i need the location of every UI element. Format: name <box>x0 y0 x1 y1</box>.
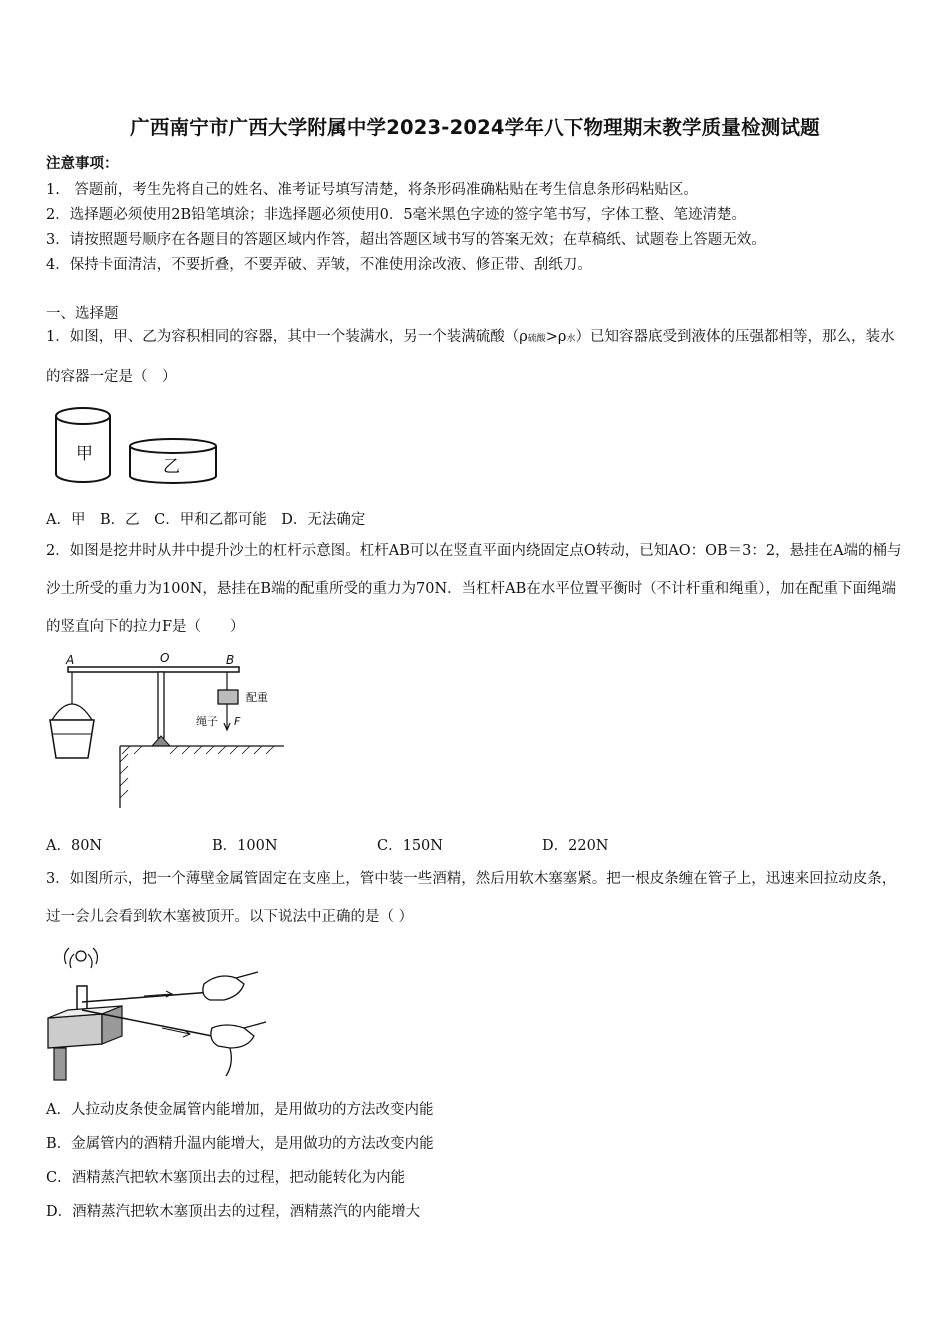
pivot-base <box>152 736 170 746</box>
option-c: C．150N <box>377 838 443 854</box>
question-2-text: 2．如图是挖井时从井中提升沙土的杠杆示意图。杠杆AB可以在竖直平面内绕固定点O转动，已知AO：OB＝3：2，悬挂在A端的桶与沙土所受的重力为100N，悬挂在B端的配重所受的重力为70N．当杠杆AB在水平位置平衡时（不计杆重和绳重），加在配重下面绳端的竖直向下的拉力F是（ ） <box>46 543 902 635</box>
counterweight <box>218 690 238 704</box>
notice-item: 1. 答题前，考生先将自己的姓名、准考证号填写清楚，将条形码准确粘贴在考生信息条形码粘贴区。 <box>46 182 698 198</box>
support-post <box>158 672 164 738</box>
label-force: F <box>234 715 241 728</box>
notice-item: 3．请按照题号顺序在各题目的答题区域内作答，超出答题区域书写的答案无效；在草稿纸、试题卷上答题无效。 <box>46 232 766 248</box>
clamp-block <box>48 1014 102 1048</box>
label-jia: 甲 <box>76 444 93 464</box>
stand-leg <box>54 1048 66 1080</box>
sand-mound <box>52 704 92 720</box>
label-o: O <box>160 651 170 665</box>
section-heading: 一、选择题 <box>46 306 119 322</box>
option-a: A．80N <box>46 838 103 854</box>
strap-top <box>82 992 212 1002</box>
question-3-option-b: B．金属管内的酒精升温内能增大，是用做功的方法改变内能 <box>46 1136 434 1152</box>
question-2-figure <box>44 650 289 810</box>
question-3-text: 3．如图所示，把一个薄壁金属管固定在支座上，管中装一些酒精，然后用软木塞塞紧。把一根皮条缠在管子上，迅速来回拉动皮条，过一会儿会看到软木塞被顶开。以下说法中正确的是（ ） <box>46 871 897 925</box>
lever-bar <box>68 667 239 672</box>
label-rope: 绳子 <box>196 715 218 728</box>
label-a: A <box>66 653 75 667</box>
question-3-figure <box>44 944 269 1082</box>
option-d: D．220N <box>542 838 609 854</box>
hand-top <box>203 976 244 1000</box>
page-title: 广西南宁市广西大学附属中学2023-2024学年八下物理期末教学质量检测试题 <box>130 116 820 139</box>
label-weight: 配重 <box>246 691 268 704</box>
notice-item: 4．保持卡面清洁，不要折叠，不要弄破、弄皱，不准使用涂改液、修正带、刮纸刀。 <box>46 257 592 273</box>
question-3-option-c: C．酒精蒸汽把软木塞顶出去的过程，把动能转化为内能 <box>46 1170 406 1186</box>
option-b: B．100N <box>212 838 278 854</box>
question-1-options: A．甲 B．乙 C．甲和乙都可能 D．无法确定 <box>46 512 366 528</box>
notice-item: 2．选择题必须使用2B铅笔填涂；非选择题必须使用0．5毫米黑色字迹的签字笔书写，字体工整、笔迹清楚。 <box>46 207 747 223</box>
question-3-option-d: D．酒精蒸汽把软木塞顶出去的过程，酒精蒸汽的内能增大 <box>46 1204 421 1220</box>
notice-heading: 注意事项： <box>46 155 119 172</box>
hand-bottom <box>211 1025 254 1048</box>
cork <box>76 951 86 961</box>
question-1-figure <box>48 404 223 489</box>
bucket <box>50 720 94 758</box>
label-yi: 乙 <box>163 457 180 477</box>
label-b: B <box>226 653 235 667</box>
question-3-option-a: A．人拉动皮条使金属管内能增加，是用做功的方法改变内能 <box>46 1102 434 1118</box>
question-1-text: 1．如图，甲、乙为容积相同的容器，其中一个装满水，另一个装满硫酸（ρ硫酸>ρ水）已知容器底受到液体的压强都相等，那么，装水的容器一定是（ ） <box>46 329 895 385</box>
